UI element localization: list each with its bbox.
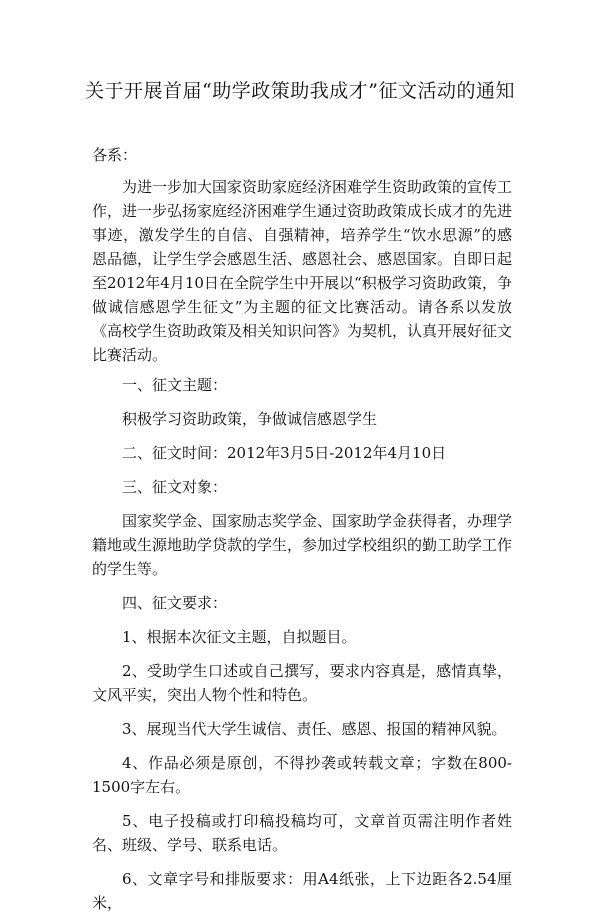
- document-title: 关于开展首届“助学政策助我成才”征文活动的通知: [85, 80, 515, 102]
- document-body: [92, 175, 512, 915]
- requirement-5: 5、电子投稿或打印稿投稿均可，文章首页需注明作者姓名、班级、学号、联系电话。: [92, 812, 512, 854]
- salutation: 各系：: [92, 146, 138, 164]
- section-4-heading: 四、征文要求：: [122, 594, 228, 612]
- requirement-4: 4、作品必须是原创，不得抄袭或转载文章；字数在800-1500字左右。: [92, 754, 512, 796]
- section-2: 二、征文时间：2012年3月5日-2012年4月10日: [122, 444, 447, 462]
- intro-paragraph: 为进一步加大国家资助家庭经济困难学生资助政策的宣传工作，进一步弘扬家庭经济困难学生通过资助政策成长成才的先进事迹，激发学生的自信、自强精神，培养学生“饮水思源”的感恩品德，让学生学会感恩生活、感恩社会、感恩国家。自即日起至2012年4月10日在全院学生中开展以“积极学习资助政策，争做诚信感恩学生征文”为主题的征文比赛活动。请各系以发放《高校学生资助政策及相关知识问答》为契机，认真开展好征文比赛活动。: [92, 178, 513, 364]
- section-3-text: 国家奖学金、国家励志奖学金、国家助学金获得者，办理学籍地或生源地助学贷款的学生，参加过学校组织的勤工助学工作的学生等。: [92, 512, 513, 578]
- section-3-heading: 三、征文对象：: [122, 478, 228, 496]
- requirement-3: 3、展现当代大学生诚信、责任、感恩、报国的精神风貌。: [122, 720, 507, 738]
- requirement-6: 6、文章字号和排版要求：用A4纸张，上下边距各2.54厘米，: [92, 870, 512, 912]
- section-1-text: 积极学习资助政策，争做诚信感恩学生: [122, 410, 378, 428]
- requirement-1: 1、根据本次征文主题，自拟题目。: [122, 628, 357, 646]
- section-1-heading: 一、征文主题：: [122, 376, 228, 394]
- requirement-2: 2、受助学生口述或自己撰写，要求内容真是，感情真挚，文风平实，突出人物个性和特色。: [92, 662, 512, 704]
